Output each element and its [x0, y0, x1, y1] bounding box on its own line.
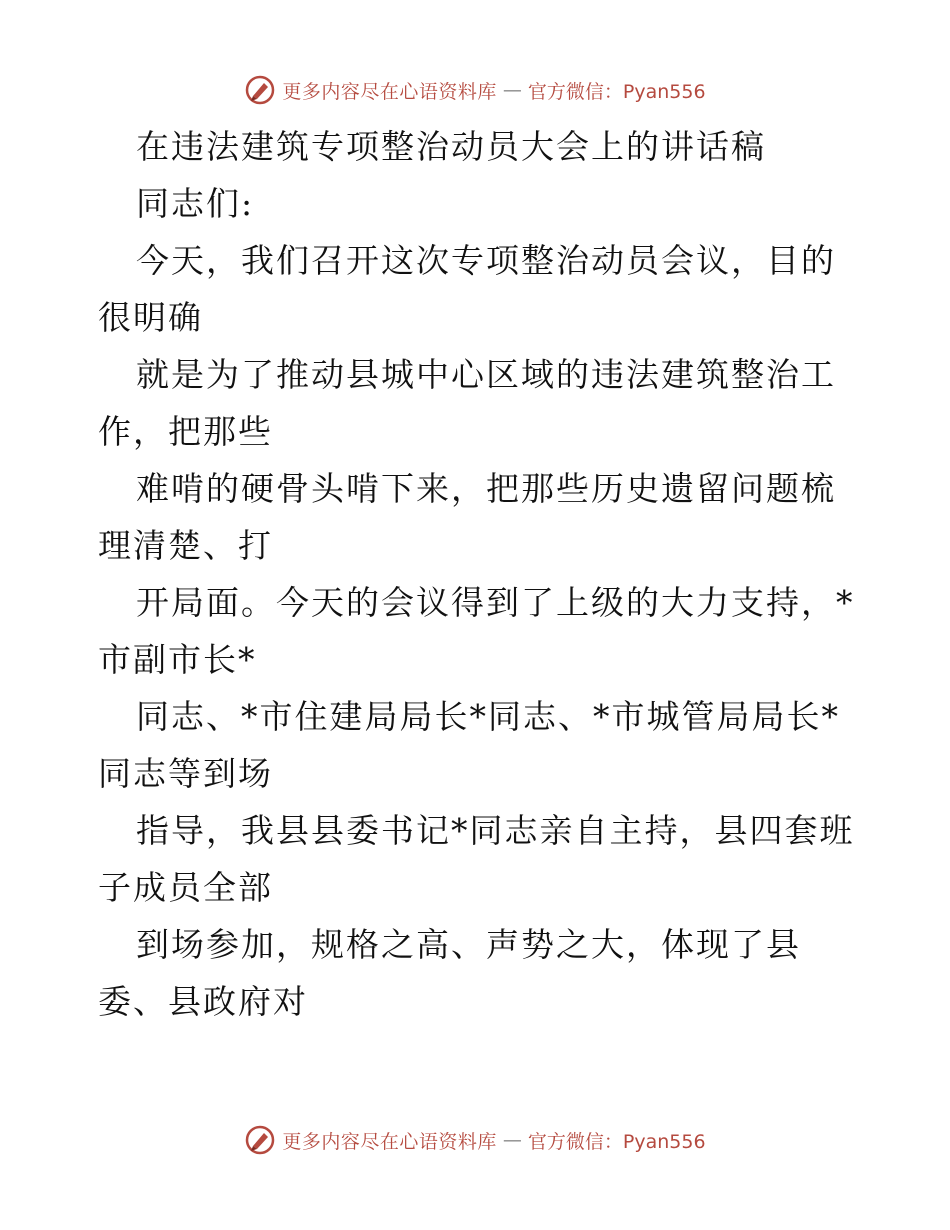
watermark-separator: —: [502, 79, 522, 101]
paragraph: 到场参加，规格之高、声势之大，体现了县委、县政府对: [98, 925, 801, 1021]
pen-logo-icon: [244, 74, 276, 106]
paragraph: 开局面。今天的会议得到了上级的大力支持，*市副市长*: [98, 583, 855, 679]
paragraph: 指导，我县县委书记*同志亲自主持，县四套班子成员全部: [98, 811, 855, 907]
watermark-text: 更多内容尽在心语资料库: [282, 80, 497, 103]
document-body: [98, 118, 858, 1030]
watermark-contact: 官方微信：Pyan556: [527, 80, 706, 103]
pen-logo-icon: [244, 1124, 276, 1156]
paragraph: 同志们:: [136, 184, 255, 223]
document-title: 在违法建筑专项整治动员大会上的讲话稿: [136, 127, 766, 166]
watermark-separator: —: [502, 1129, 522, 1151]
header-watermark: [0, 70, 950, 110]
paragraph: 同志、*市住建局局长*同志、*市城管局局长*同志等到场: [98, 697, 840, 793]
watermark-contact: 官方微信：Pyan556: [527, 1130, 706, 1153]
paragraph: 今天，我们召开这次专项整治动员会议，目的很明确: [98, 241, 836, 337]
watermark-text: 更多内容尽在心语资料库: [282, 1130, 497, 1153]
footer-watermark: [0, 1120, 950, 1160]
paragraph: 难啃的硬骨头啃下来，把那些历史遗留问题梳理清楚、打: [98, 469, 836, 565]
paragraph: 就是为了推动县城中心区域的违法建筑整治工作，把那些: [98, 355, 836, 451]
